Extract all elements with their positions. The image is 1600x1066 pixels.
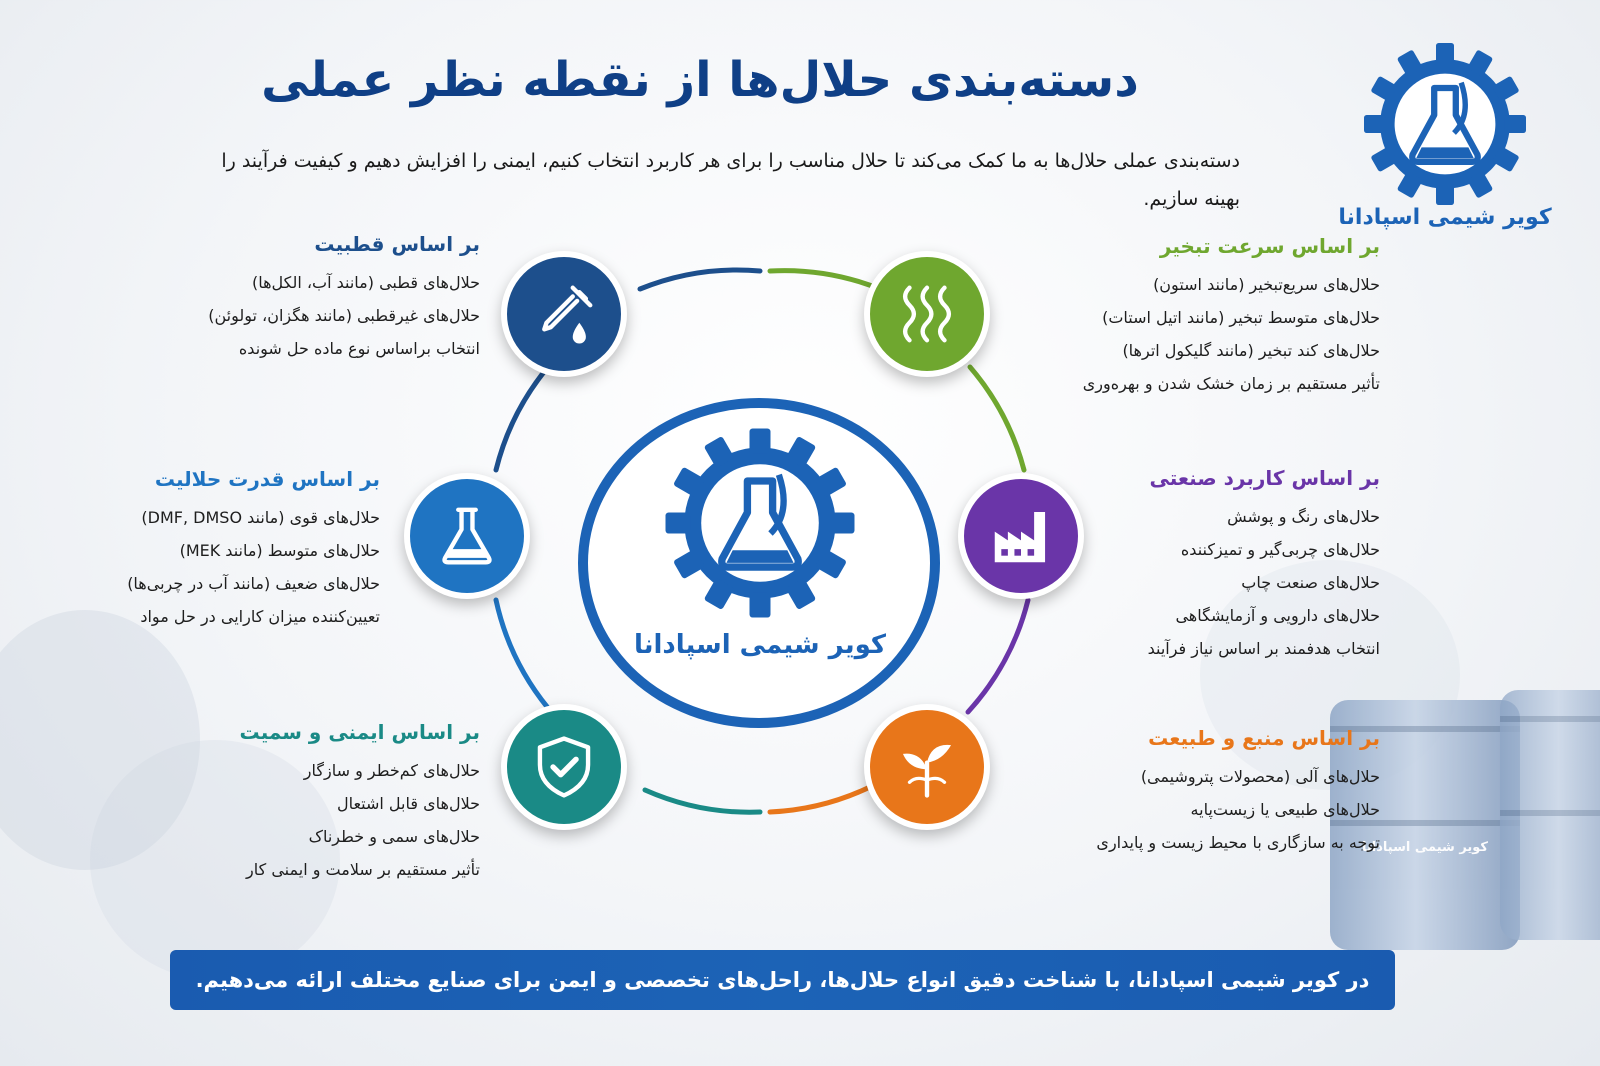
category-item: حلال‌های کند تبخیر (مانند گلیکول اترها) bbox=[1122, 341, 1380, 360]
category-item: حلال‌های سریع‌تبخیر (مانند استون) bbox=[1153, 275, 1380, 294]
category-solvency bbox=[100, 467, 380, 633]
shield-check-icon bbox=[529, 732, 599, 802]
solvency-node bbox=[404, 473, 530, 599]
plant-icon bbox=[892, 732, 962, 802]
evaporation-waves-icon bbox=[892, 279, 962, 349]
category-title: بر اساس منبع و طبیعت bbox=[1148, 726, 1380, 750]
category-item: انتخاب براساس نوع ماده حل شونده bbox=[238, 339, 480, 358]
category-item: توجه به سازگاری با محیط زیست و پایداری bbox=[1096, 833, 1380, 852]
category-item: حلال‌های صنعت چاپ bbox=[1241, 573, 1380, 592]
category-item: حلال‌های قطبی (مانند آب، الکل‌ها) bbox=[251, 273, 480, 292]
category-safety bbox=[210, 720, 480, 886]
category-item: تأثیر مستقیم بر زمان خشک شدن و بهره‌وری bbox=[1082, 374, 1380, 393]
category-title: بر اساس سرعت تبخیر bbox=[1159, 234, 1380, 258]
category-item: حلال‌های کم‌خطر و سازگار bbox=[303, 761, 480, 780]
center-logo-icon bbox=[655, 418, 865, 628]
category-item: حلال‌های سمی و خطرناک bbox=[308, 827, 480, 846]
category-item: حلال‌های قوی (مانند DMF, DMSO) bbox=[141, 508, 380, 527]
source-node bbox=[864, 704, 990, 830]
category-title: بر اساس قدرت حلالیت bbox=[154, 467, 380, 491]
category-item: تعیین‌کننده میزان کارایی در حل مواد bbox=[140, 607, 380, 626]
page-subtitle: دسته‌بندی عملی حلال‌ها به ما کمک می‌کند تا حلال مناسب را برای هر کاربرد انتخاب کنیم، ایمنی را افزایش دهیم و کیفیت فرآیند را بهینه سازیم. bbox=[221, 150, 1240, 210]
category-industrial bbox=[1110, 466, 1380, 665]
safety-node bbox=[501, 704, 627, 830]
category-item: حلال‌های آلی (محصولات پتروشیمی) bbox=[1140, 767, 1380, 786]
category-item: حلال‌های چربی‌گیر و تمیزکننده bbox=[1180, 540, 1380, 559]
page-title: دسته‌بندی حلال‌ها از نقطه نظر عملی bbox=[261, 52, 1139, 108]
flask-icon bbox=[432, 501, 502, 571]
category-item: حلال‌های متوسط تبخیر (مانند اتیل استات) bbox=[1102, 308, 1380, 327]
center-brand-name: کویر شیمی اسپادانا bbox=[633, 630, 886, 660]
footer-banner bbox=[170, 950, 1395, 1010]
category-item: حلال‌های ضعیف (مانند آب در چربی‌ها) bbox=[127, 574, 380, 593]
category-title: بر اساس ایمنی و سمیت bbox=[239, 720, 480, 744]
category-item: انتخاب هدفمند بر اساس نیاز فرآیند bbox=[1147, 639, 1380, 658]
category-title: بر اساس کاربرد صنعتی bbox=[1149, 466, 1380, 490]
footer-text: در کویر شیمی اسپادانا، با شناخت دقیق انواع حلال‌ها، راحل‌های تخصصی و ایمن برای صنایع مختلف ارائه می‌دهیم. bbox=[195, 968, 1370, 992]
dropper-icon bbox=[529, 279, 599, 349]
brand-name: کویر شیمی اسپادانا bbox=[1338, 205, 1552, 230]
category-item: حلال‌های دارویی و آزمایشگاهی bbox=[1175, 606, 1380, 625]
factory-icon bbox=[986, 501, 1056, 571]
category-source bbox=[1020, 726, 1380, 859]
category-title: بر اساس قطبیت bbox=[314, 232, 480, 256]
category-item: حلال‌های رنگ و پوشش bbox=[1227, 507, 1380, 526]
category-item: حلال‌های غیرقطبی (مانند هگزان، تولوئن) bbox=[208, 306, 480, 325]
barrel-label: کویر شیمی اسپادانا bbox=[1361, 840, 1488, 855]
polarity-node bbox=[501, 251, 627, 377]
category-polarity bbox=[190, 232, 480, 365]
category-evaporation bbox=[1020, 234, 1380, 400]
industrial-node bbox=[958, 473, 1084, 599]
category-item: تأثیر مستقیم بر سلامت و ایمنی کار bbox=[246, 860, 480, 879]
category-item: حلال‌های طبیعی یا زیست‌پایه bbox=[1190, 800, 1380, 819]
category-item: حلال‌های متوسط (مانند MEK) bbox=[179, 541, 380, 560]
category-item: حلال‌های قابل اشتعال bbox=[336, 794, 480, 813]
evaporation-node bbox=[864, 251, 990, 377]
